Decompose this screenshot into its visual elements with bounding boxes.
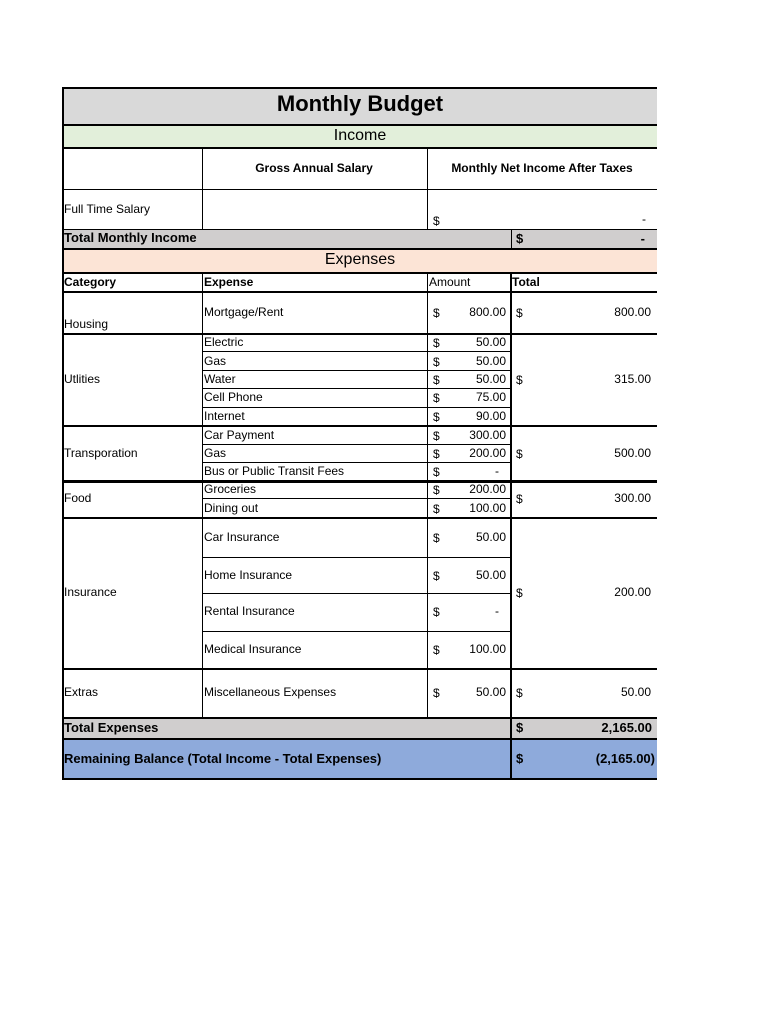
amount-currency: $ [433, 429, 440, 443]
full-time-salary-value: - [642, 212, 646, 226]
amount-currency: $ [433, 502, 440, 516]
total-utilities: 315.00 [614, 372, 651, 386]
amount-currency: $ [433, 336, 440, 350]
remaining-balance-value: (2,165.00) [595, 751, 655, 766]
amount-currency: $ [433, 686, 440, 700]
total-insurance: 200.00 [614, 585, 651, 599]
total-expenses-value: 2,165.00 [601, 720, 652, 735]
total-currency: $ [516, 447, 523, 461]
amount-currency: $ [433, 531, 440, 545]
expense-cell-phone: Cell Phone [204, 390, 263, 404]
grid-line [63, 717, 657, 719]
category-transportation: Transporation [64, 446, 138, 460]
category-extras: Extras [64, 685, 99, 699]
grid-line [63, 517, 657, 519]
expense-rental-insurance: Rental Insurance [204, 604, 295, 618]
page-title: Monthly Budget [276, 91, 444, 116]
amount-currency: $ [433, 569, 440, 583]
amount-currency: $ [433, 355, 440, 369]
expenses-section-label: Expenses [324, 251, 396, 268]
grid-line [202, 593, 511, 594]
gross-annual-salary-header: Gross Annual Salary [255, 161, 373, 175]
amount-currency: $ [433, 643, 440, 657]
amount-currency: $ [433, 605, 440, 619]
amount-dining-out: 100.00 [469, 501, 506, 515]
expense-home-insurance: Home Insurance [204, 568, 293, 582]
amount-header: Amount [429, 275, 471, 289]
grid-line [63, 480, 657, 483]
grid-line [202, 557, 511, 558]
total-currency: $ [516, 586, 523, 600]
expense-car-payment: Car Payment [204, 428, 275, 442]
expense-gas: Gas [204, 446, 227, 460]
expense-header: Expense [204, 275, 254, 289]
total-extras: 50.00 [620, 685, 651, 699]
grid-line [202, 407, 511, 408]
grid-line [63, 425, 657, 427]
total-monthly-income-currency: $ [516, 231, 524, 246]
amount-medical-insurance: 100.00 [469, 642, 506, 656]
grid-line [63, 189, 657, 190]
grid-line [202, 351, 511, 352]
amount-bus-transit: - [495, 464, 499, 478]
grid-line [63, 124, 657, 126]
amount-mortgage-rent: 800.00 [469, 305, 506, 319]
total-monthly-income-value: - [640, 231, 645, 246]
expense-car-insurance: Car Insurance [204, 530, 280, 544]
total-food: 300.00 [614, 491, 651, 505]
remaining-balance-currency: $ [516, 751, 524, 766]
grid-line [62, 87, 64, 780]
expense-miscellaneous: Miscellaneous Expenses [204, 685, 337, 699]
grid-line [427, 148, 428, 229]
expense-medical-insurance: Medical Insurance [204, 642, 302, 656]
amount-cell-phone: 75.00 [475, 390, 506, 404]
total-expenses-label: Total Expenses [64, 720, 159, 735]
grid-line [202, 444, 511, 445]
amount-currency: $ [433, 306, 440, 320]
amount-currency: $ [433, 465, 440, 479]
grid-line [202, 462, 511, 463]
total-currency: $ [516, 373, 523, 387]
grid-line [63, 291, 657, 293]
grid-line [63, 333, 657, 335]
total-transportation: 500.00 [614, 446, 651, 460]
amount-gas: 50.00 [475, 354, 506, 368]
grid-line [63, 87, 657, 89]
total-currency: $ [516, 306, 523, 320]
grid-line [202, 388, 511, 389]
monthly-net-income-header: Monthly Net Income After Taxes [451, 161, 633, 175]
grid-line [63, 248, 657, 250]
total-expenses-currency: $ [516, 720, 524, 735]
expense-mortgage-rent: Mortgage/Rent [204, 305, 284, 319]
total-currency: $ [516, 492, 523, 506]
grid-line [63, 738, 657, 740]
grid-line [202, 370, 511, 371]
expense-internet: Internet [204, 409, 245, 423]
expense-bus-transit: Bus or Public Transit Fees [204, 464, 345, 478]
full-time-salary-label: Full Time Salary [64, 202, 151, 216]
grid-line [510, 272, 512, 780]
grid-line [511, 229, 512, 249]
amount-home-insurance: 50.00 [475, 568, 506, 582]
grid-line [63, 668, 657, 670]
amount-internet: 90.00 [475, 409, 506, 423]
amount-groceries: 200.00 [469, 482, 506, 496]
category-housing: Housing [64, 317, 109, 331]
expense-water: Water [204, 372, 236, 386]
grid-line [202, 631, 511, 632]
amount-miscellaneous: 50.00 [475, 685, 506, 699]
grid-line [202, 272, 203, 718]
amount-car-insurance: 50.00 [475, 530, 506, 544]
grid-line [63, 272, 657, 274]
expense-dining-out: Dining out [204, 501, 259, 515]
amount-water: 50.00 [475, 372, 506, 386]
category-header: Category [64, 275, 117, 289]
expense-groceries: Groceries [204, 482, 257, 496]
amount-rental-insurance: - [495, 604, 499, 618]
expense-gas: Gas [204, 354, 227, 368]
grid-line [202, 148, 203, 229]
income-section-label: Income [333, 127, 387, 144]
amount-gas: 200.00 [469, 446, 506, 460]
total-monthly-income-label: Total Monthly Income [64, 230, 197, 245]
total-housing: 800.00 [614, 305, 651, 319]
full-time-salary-currency: $ [433, 214, 440, 228]
amount-currency: $ [433, 373, 440, 387]
grid-line [427, 272, 428, 718]
category-food: Food [64, 491, 92, 505]
category-insurance: Insurance [64, 585, 117, 599]
expense-electric: Electric [204, 335, 244, 349]
total-currency: $ [516, 686, 523, 700]
amount-electric: 50.00 [475, 335, 506, 349]
remaining-balance-label: Remaining Balance (Total Income - Total Expenses) [64, 751, 382, 766]
grid-line [63, 147, 657, 149]
total-header: Total [512, 275, 540, 289]
amount-currency: $ [433, 410, 440, 424]
grid-line [63, 778, 657, 780]
grid-line [202, 498, 511, 499]
amount-car-payment: 300.00 [469, 428, 506, 442]
amount-currency: $ [433, 391, 440, 405]
category-utilities: Utlities [64, 372, 101, 386]
amount-currency: $ [433, 447, 440, 461]
amount-currency: $ [433, 483, 440, 497]
